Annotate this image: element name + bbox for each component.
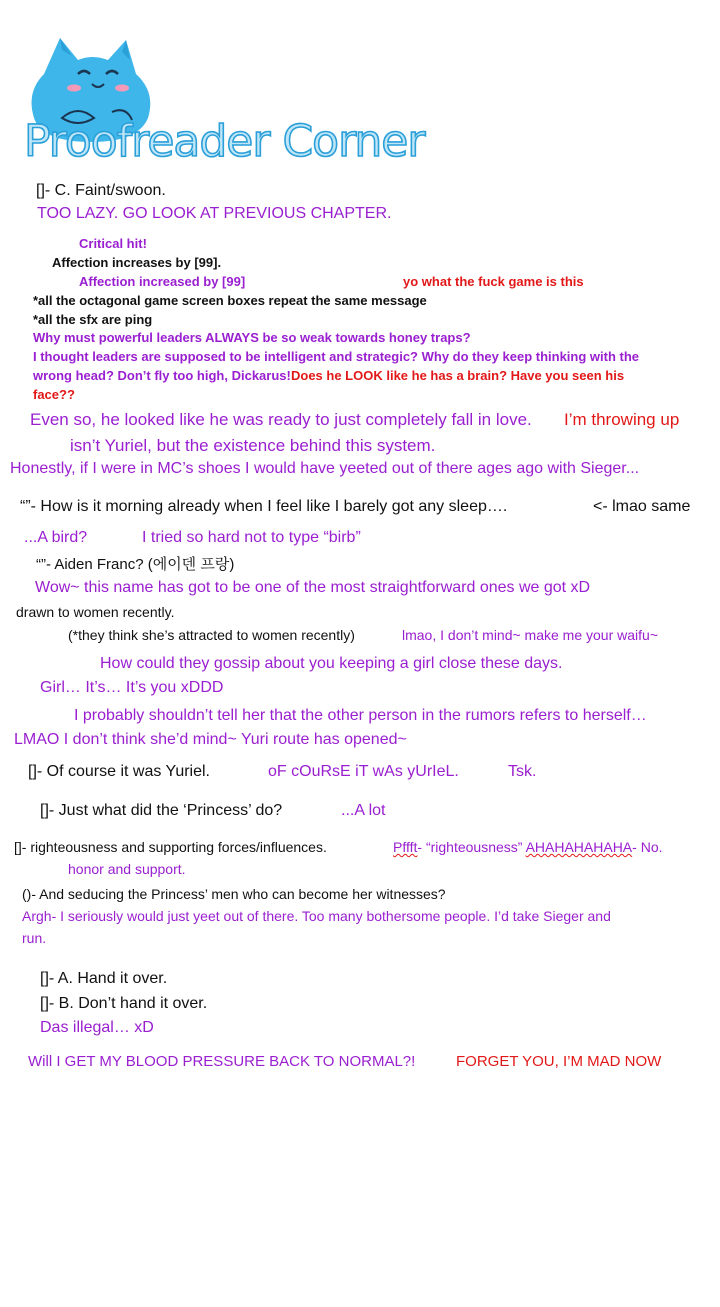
text-line: How could they gossip about you keeping a girl close these days. [100, 655, 563, 672]
text-line: Critical hit! [79, 236, 147, 251]
text-line: []- Of course it was Yuriel. [28, 763, 210, 780]
text-line: I thought leaders are supposed to be intelligent and strategic? Why do they keep thinking with the [33, 349, 640, 364]
text-line: isn’t Yuriel, but the existence behind this system. [70, 436, 436, 455]
text-line: FORGET YOU, I’M MAD NOW [456, 1053, 662, 1070]
text-line: (*they think she’s attracted to women recently) [68, 627, 355, 643]
text-line: wrong head? Don’t fly too high, Dickarus! [33, 368, 291, 383]
text-line: “”- Aiden Franc? (에이덴 프랑) [36, 556, 235, 573]
text-line: run. [22, 930, 47, 946]
text-line: ...A lot [341, 802, 386, 819]
text-line: “”- How is it morning already when I feel like I barely got any sleep…. [20, 498, 508, 515]
text-line: LMAO I don’t think she’d mind~ Yuri route has opened~ [14, 731, 407, 748]
text-line: lmao, I don’t mind~ make me your waifu~ [402, 627, 659, 643]
page-title: Proofreader Corner [24, 116, 425, 167]
text-line: yo what the fuck game is this [403, 274, 584, 289]
text-line: Why must powerful leaders ALWAYS be so weak towards honey traps? [33, 330, 471, 345]
text-line: Argh- I seriously would just yeet out of there. Too many bothersome people. I’d take Sieger and [22, 908, 611, 924]
text-span: - No. [632, 839, 663, 855]
text-line: Will I GET MY BLOOD PRESSURE BACK TO NORMAL?! [28, 1053, 416, 1070]
text-line: Wow~ this name has got to be one of the most straightforward ones we got xD [35, 579, 591, 596]
text-line: []- A. Hand it over. [40, 970, 168, 987]
text-line: Honestly, if I were in MC’s shoes I would have yeeted out of there ages ago with Sieger... [10, 460, 640, 477]
text-line-mixed [393, 839, 663, 855]
text-span: Pffft [393, 839, 418, 855]
text-line: honor and support. [68, 861, 186, 877]
text-line: []- C. Faint/swoon. [36, 182, 166, 199]
text-line: Das illegal… xD [40, 1019, 154, 1036]
text-line: ()- And seducing the Princess’ men who can become her witnesses? [22, 886, 446, 902]
text-line: I probably shouldn’t tell her that the other person in the rumors refers to herself… [74, 707, 647, 724]
text-line: Even so, he looked like he was ready to just completely fall in love. [30, 410, 532, 429]
text-line: face?? [33, 387, 75, 402]
text-line: Tsk. [508, 763, 537, 780]
text-span: - “righteousness” [417, 839, 523, 855]
text-line: Girl… It’s… It’s you xDDD [40, 679, 224, 696]
text-line: *all the sfx are ping [33, 312, 153, 327]
text-line: *all the octagonal game screen boxes repeat the same message [33, 293, 427, 308]
text-line: oF cOuRsE iT wAs yUrIeL. [268, 763, 459, 780]
text-line: <- lmao same [593, 498, 691, 515]
text-line: I tried so hard not to type “birb” [142, 529, 361, 546]
text-line: I’m throwing up [564, 410, 680, 429]
text-line: Affection increased by [99] [79, 274, 246, 289]
text-line: []- righteousness and supporting forces/influences. [14, 839, 327, 855]
text-line: ...A bird? [24, 529, 88, 546]
text-line: drawn to women recently. [16, 604, 175, 620]
text-line: []- B. Don’t hand it over. [40, 995, 208, 1012]
text-line: TOO LAZY. GO LOOK AT PREVIOUS CHAPTER. [37, 205, 392, 222]
text-line: Does he LOOK like he has a brain? Have you seen his [291, 368, 625, 383]
text-line: Affection increases by [99]. [52, 255, 222, 270]
text-span: AHAHAHAHAHA [525, 839, 633, 855]
text-line: []- Just what did the ‘Princess’ do? [40, 802, 283, 819]
